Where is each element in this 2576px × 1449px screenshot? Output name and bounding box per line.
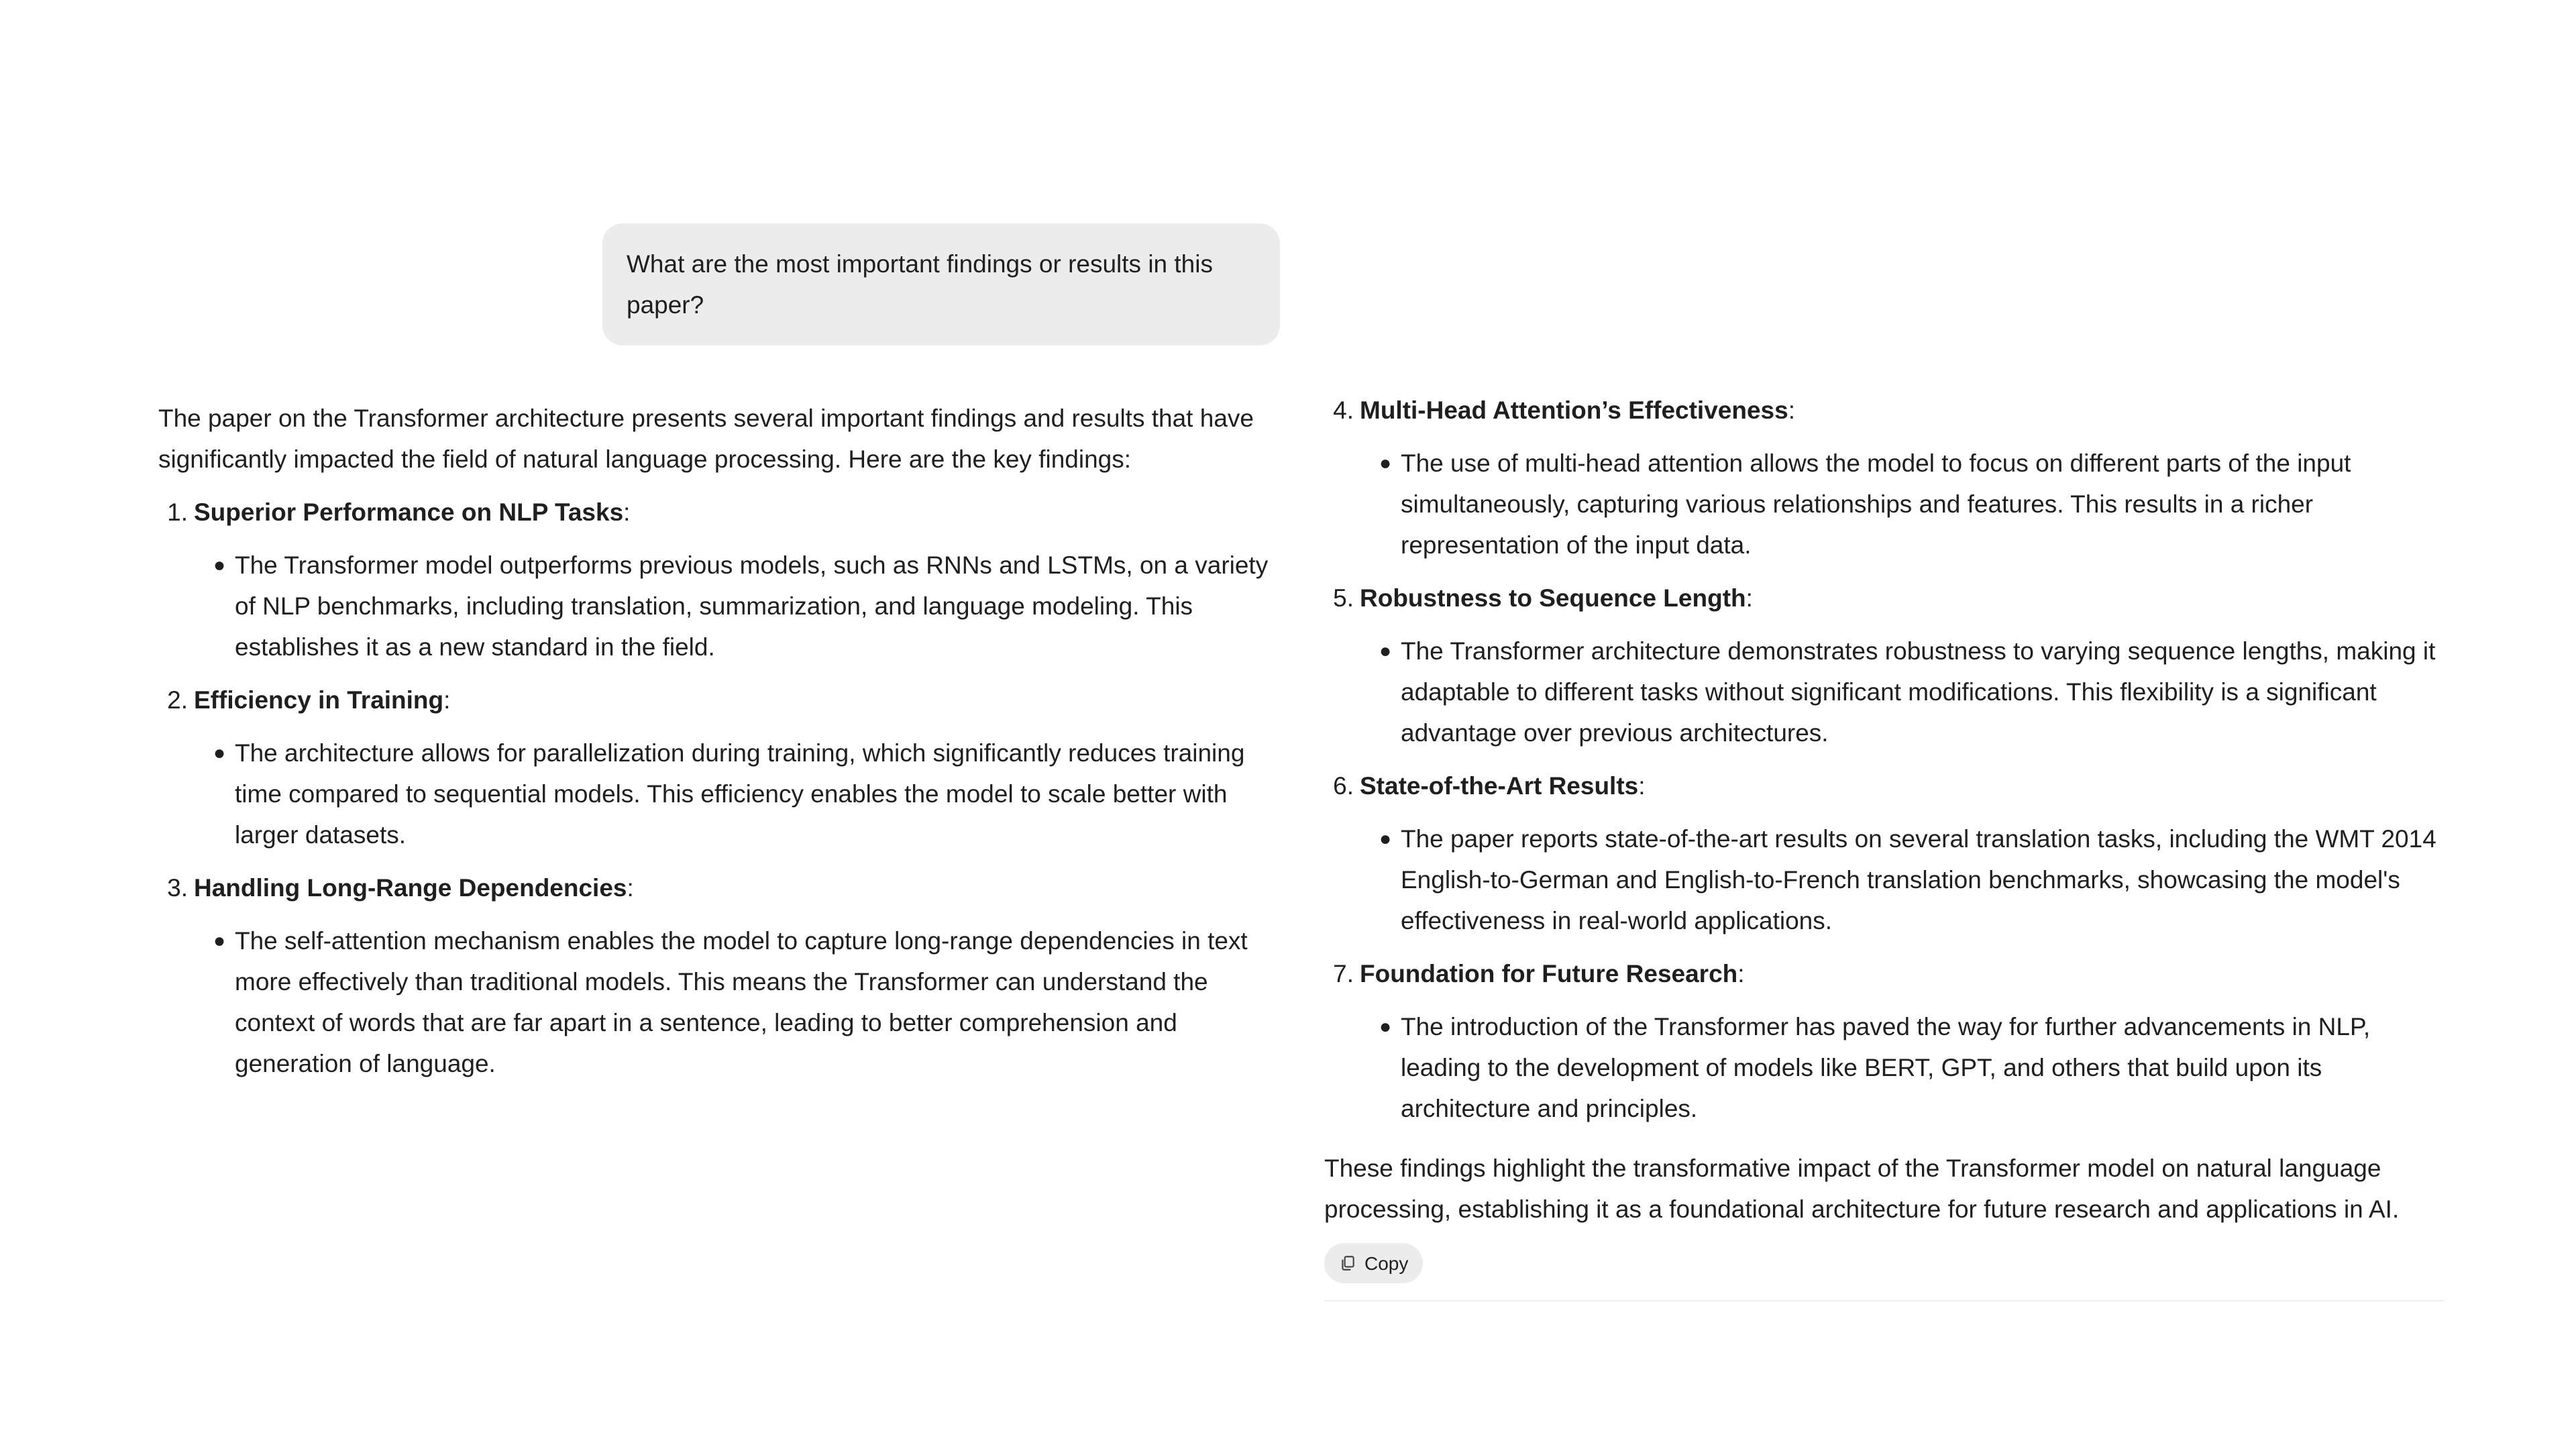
response-intro: The paper on the Transformer architecture presents several important findings and results that have significantly impacted the field of natural language processing. Here are the key findings: — [158, 405, 1254, 473]
finding-detail — [158, 920, 1279, 1084]
finding-heading — [1324, 765, 2451, 806]
finding-number: 3. — [167, 874, 188, 902]
finding-item — [158, 867, 1279, 1084]
finding-number: 5. — [1333, 584, 1354, 612]
finding-number: 7. — [1333, 960, 1354, 987]
finding-detail-text: The paper reports state-of-the-art results on several translation tasks, including the WMT 2014 English-to-German and English-to-French translation benchmarks, showcasing the model's effectiveness in real-world applications. — [1401, 825, 2436, 934]
finding-detail-text: The use of multi-head attention allows the model to focus on different parts of the input simultaneously, capturing various relationships and features. This results in a richer representation of the input data. — [1401, 449, 2351, 559]
bullet-icon: ● — [213, 930, 226, 952]
finding-detail-text: The Transformer model outperforms previous models, such as RNNs and LSTMs, on a variety of NLP benchmarks, including translation, summarization, and language modeling. This establishes it as a new standard in the field. — [235, 551, 1269, 661]
finding-item — [158, 680, 1279, 855]
finding-detail-text: The self-attention mechanism enables the model to capture long-range dependencies in text more effectively than traditional models. This means the Transformer can understand the context of words that are far apart in a sentence, leading to better comprehension and generation of language. — [235, 927, 1248, 1077]
finding-number: 6. — [1333, 772, 1354, 800]
finding-detail — [1324, 443, 2451, 566]
user-message-bubble — [602, 223, 1280, 345]
finding-heading — [158, 867, 1279, 908]
finding-detail — [1324, 1006, 2451, 1129]
bullet-icon: ● — [1379, 452, 1392, 474]
response-actions — [1324, 1243, 2451, 1286]
finding-title: Robustness to Sequence Length — [1360, 584, 1746, 612]
finding-heading — [158, 492, 1279, 533]
finding-title: Foundation for Future Research — [1360, 960, 1738, 987]
finding-detail-text: The introduction of the Transformer has paved the way for further advancements in NLP, leading to the development of models like BERT, GPT, and others that build upon its architecture and principles. — [1401, 1013, 2371, 1122]
finding-colon: : — [443, 686, 451, 714]
finding-colon: : — [1737, 960, 1745, 987]
finding-title: Superior Performance on NLP Tasks — [194, 498, 624, 526]
finding-detail — [158, 733, 1279, 855]
response-column-left — [158, 398, 1279, 1084]
bullet-icon: ● — [1379, 640, 1392, 662]
finding-detail — [158, 545, 1279, 667]
finding-heading — [1324, 390, 2451, 431]
bullet-icon: ● — [1379, 1016, 1392, 1038]
finding-item — [158, 492, 1279, 667]
finding-item — [1324, 765, 2451, 941]
finding-detail — [1324, 631, 2451, 753]
copy-icon — [1339, 1254, 1356, 1272]
finding-detail-text: The Transformer architecture demonstrates robustness to varying sequence lengths, making it adaptable to different tasks without significant modifications. This flexibility is a significant advantage over previous architectures. — [1401, 637, 2436, 747]
finding-heading — [1324, 578, 2451, 619]
finding-heading — [158, 680, 1279, 720]
copy-button[interactable] — [1324, 1243, 1423, 1283]
finding-detail-text: The architecture allows for parallelization during training, which significantly reduces training time compared to sequential models. This efficiency enables the model to scale better with larger datasets. — [235, 739, 1245, 849]
response-column-right — [1324, 390, 2451, 1286]
bullet-icon: ● — [213, 742, 226, 764]
finding-colon: : — [623, 498, 631, 526]
bullet-icon: ● — [1379, 828, 1392, 850]
finding-number: 4. — [1333, 396, 1354, 424]
finding-item — [1324, 578, 2451, 753]
finding-number: 2. — [167, 686, 188, 714]
finding-colon: : — [627, 874, 634, 902]
response-outro: These findings highlight the transformative impact of the Transformer model on natural language processing, establishing it as a foundational architecture for future research and applications in AI. — [1324, 1155, 2400, 1223]
finding-heading — [1324, 953, 2451, 994]
response-divider — [1324, 1300, 2445, 1301]
finding-item — [1324, 390, 2451, 566]
finding-detail — [1324, 818, 2451, 941]
finding-colon: : — [1746, 584, 1753, 612]
copy-button-label: Copy — [1364, 1252, 1409, 1274]
bullet-icon: ● — [213, 554, 226, 576]
finding-title: Efficiency in Training — [194, 686, 444, 714]
finding-item — [1324, 953, 2451, 1129]
finding-colon: : — [1638, 772, 1646, 800]
finding-title: Handling Long-Range Dependencies — [194, 874, 627, 902]
finding-title: Multi-Head Attention’s Effectiveness — [1360, 396, 1788, 424]
finding-colon: : — [1788, 396, 1795, 424]
user-message-text: What are the most important findings or results in this paper? — [627, 250, 1213, 319]
finding-title: State-of-the-Art Results — [1360, 772, 1639, 800]
finding-number: 1. — [167, 498, 188, 526]
